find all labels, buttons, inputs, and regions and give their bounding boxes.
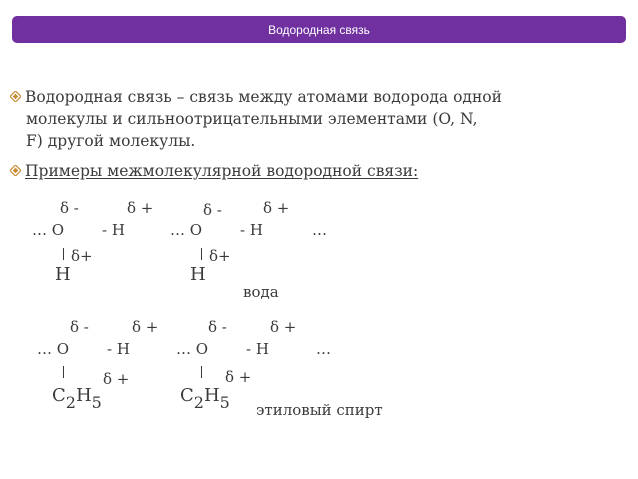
water-h-bottom-2: H [190, 264, 206, 285]
page-title: Водородная связь [268, 22, 370, 37]
ethanol-delta-minus-1: δ - [70, 318, 89, 336]
examples-heading: Примеры межмолекулярной водородной связи: [25, 162, 419, 180]
water-h-delta-plus-1: δ+ [71, 247, 93, 265]
ethanol-delta-plus-1: δ + [132, 318, 159, 336]
ethanol-c-1: C [52, 385, 66, 406]
water-hydrogen-2: - H [240, 221, 263, 239]
water-hydrogen-1: - H [102, 221, 125, 239]
ethanol-formula-1 [52, 385, 102, 412]
water-oxygen-1: … O [32, 221, 65, 239]
ethanol-bond-2 [201, 366, 202, 378]
definition-line-1: Водородная связь – связь между атомами водорода одной [25, 88, 502, 106]
water-delta-plus-2: δ + [263, 199, 290, 217]
ethanol-sub-5-2: 5 [219, 393, 230, 412]
ethanol-c-delta-plus-2: δ + [225, 368, 252, 386]
diamond-bullet-icon [10, 91, 21, 102]
title-bar [12, 16, 626, 43]
water-oxygen-2: … O [170, 221, 203, 239]
ethanol-sub-2-2: 2 [193, 393, 204, 412]
definition-paragraph [10, 86, 502, 152]
ethanol-sub-5-1: 5 [91, 393, 102, 412]
ethanol-bond-1 [63, 366, 64, 378]
ethanol-delta-plus-2: δ + [270, 318, 297, 336]
water-dots-end: … [312, 221, 327, 239]
definition-line-3: F) другой молекулы. [26, 132, 196, 150]
water-h-bottom-1: H [55, 264, 71, 285]
water-bond-2 [201, 248, 202, 260]
examples-heading-row [10, 160, 418, 182]
ethanol-c-delta-plus-1: δ + [103, 370, 130, 388]
water-label: вода [243, 283, 279, 301]
ethanol-h-2: H [203, 385, 220, 406]
ethanol-dots-end: … [316, 340, 331, 358]
ethanol-hydrogen-2: - H [246, 340, 269, 358]
water-delta-minus-2: δ - [203, 201, 222, 219]
ethanol-sub-2-1: 2 [65, 393, 76, 412]
ethanol-oxygen-2: … O [176, 340, 209, 358]
ethanol-oxygen-1: … O [37, 340, 70, 358]
ethanol-hydrogen-1: - H [107, 340, 130, 358]
ethanol-h-1: H [75, 385, 92, 406]
water-delta-minus-1: δ - [60, 199, 79, 217]
water-delta-plus-1: δ + [127, 199, 154, 217]
water-h-delta-plus-2: δ+ [209, 247, 231, 265]
water-bond-1 [63, 248, 64, 260]
ethanol-delta-minus-2: δ - [208, 318, 227, 336]
definition-line-2: молекулы и сильноотрицательными элементами (O, N, [26, 110, 478, 128]
diamond-bullet-icon [10, 165, 21, 176]
ethanol-label: этиловый спирт [256, 401, 383, 419]
ethanol-formula-2 [180, 385, 230, 412]
ethanol-c-2: C [180, 385, 194, 406]
